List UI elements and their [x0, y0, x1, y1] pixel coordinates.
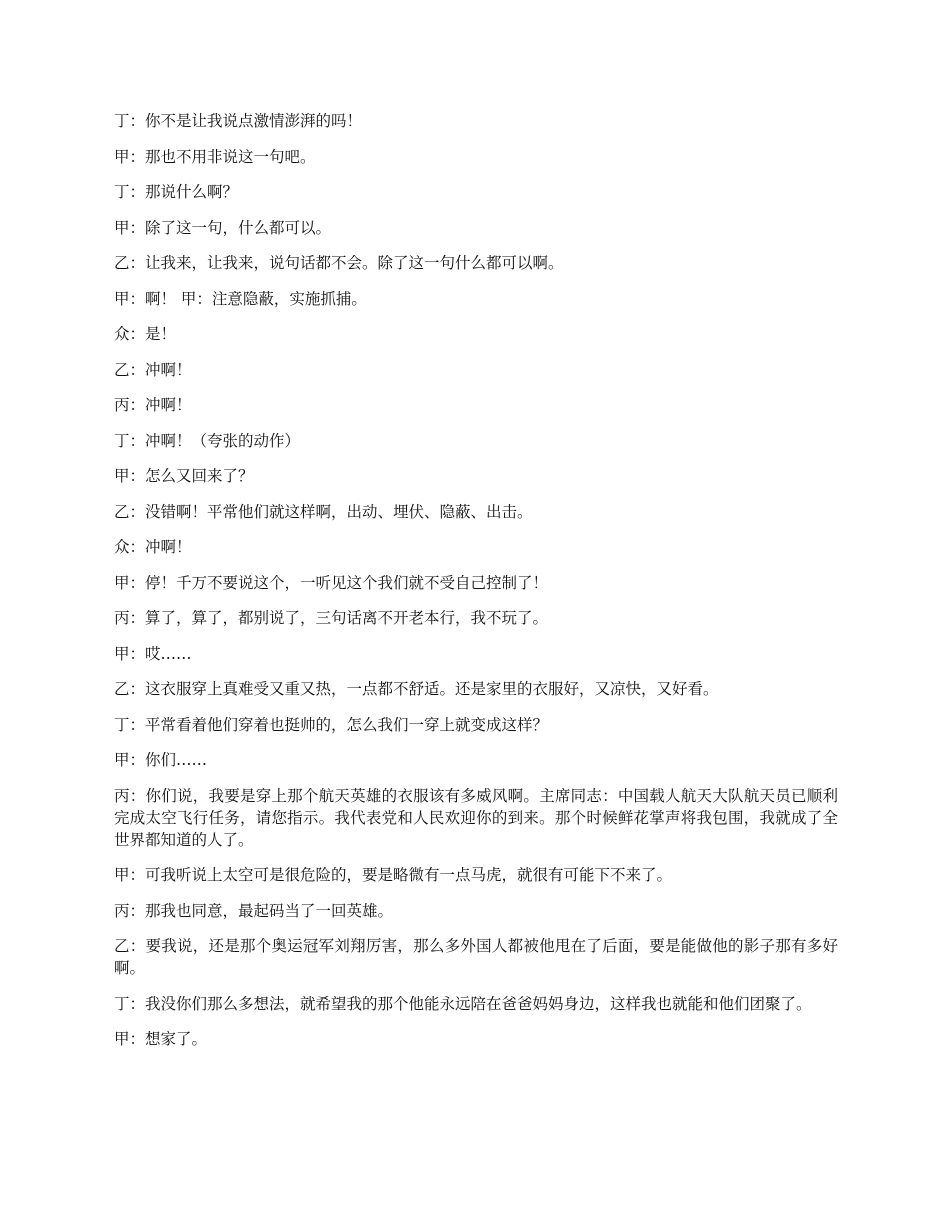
dialogue-line: 丁：你不是让我说点激情澎湃的吗！	[114, 112, 363, 130]
dialogue-line: 乙：这衣服穿上真难受又重又热，一点都不舒适。还是家里的衣服好，又凉快，又好看。	[114, 680, 719, 698]
dialogue-line: 丁：冲啊！（夸张的动作）	[114, 431, 301, 450]
dialogue-line: 甲：你们……	[114, 751, 208, 769]
dialogue-line: 丙：冲啊！	[114, 396, 192, 414]
dialogue-line: 乙：冲啊！	[114, 360, 192, 379]
dialogue-line: 甲：哎……	[114, 644, 192, 663]
dialogue-line: 甲：怎么又回来了？	[114, 467, 254, 485]
dialogue-line: 甲：啊！ 甲：注意隐蔽，实施抓捕。	[114, 289, 367, 308]
dialogue-line: 甲：那也不用非说这一句吧。	[114, 147, 316, 166]
dialogue-line: 众：冲啊！	[114, 538, 192, 556]
dialogue-line: 乙：要我说，还是那个奥运冠军刘翔厉害，那么多外国人都被他甩在了后面，要是能做他的影子那有多好啊。	[114, 937, 838, 977]
dialogue-line: 甲：可我听说上太空可是很危险的，要是略微有一点马虎，就很有可能下不来了。	[114, 866, 673, 884]
script-body	[114, 110, 838, 1064]
dialogue-line: 甲：停！千万不要说这个，一听见这个我们就不受自己控制了！	[114, 573, 549, 592]
dialogue-line: 丙：你们说，我要是穿上那个航天英雄的衣服该有多威风啊。主席同志：中国载人航天大队航天员已顺利完成太空飞行任务，请您指示。我代表党和人民欢迎你的到来。那个时候鲜花掌声将我包围，我就成了全世界都知道的人了。	[114, 786, 838, 849]
dialogue-line: 丁：我没你们那么多想法，就希望我的那个他能永远陪在爸爸妈妈身边，这样我也就能和他们团聚了。	[114, 994, 812, 1013]
dialogue-line: 丁：平常看着他们穿着也挺帅的，怎么我们一穿上就变成这样？	[114, 715, 549, 734]
dialogue-line: 甲：除了这一句，什么都可以。	[114, 218, 332, 237]
dialogue-line: 甲：想家了。	[114, 1030, 208, 1048]
dialogue-line: 丁：那说什么啊？	[114, 183, 239, 201]
dialogue-line: 众：是！	[114, 325, 177, 343]
dialogue-line: 丙：算了，算了，都别说了，三句话离不开老本行，我不玩了。	[114, 609, 549, 627]
dialogue-line: 丙：那我也同意，最起码当了一回英雄。	[114, 901, 394, 920]
dialogue-line: 乙：没错啊！平常他们就这样啊，出动、埋伏、隐蔽、出击。	[114, 502, 533, 521]
dialogue-line: 乙：让我来，让我来，说句话都不会。除了这一句什么都可以啊。	[114, 254, 564, 272]
